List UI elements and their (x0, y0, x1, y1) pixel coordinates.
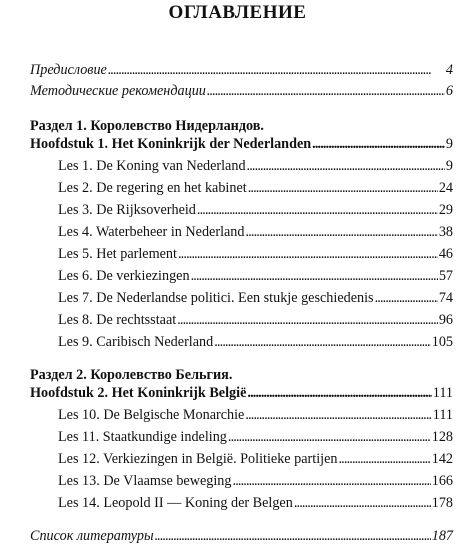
toc-chapter-entry[interactable] (0, 383, 475, 403)
toc-entry-label: Les 4. Waterbeheer in Nederland (58, 224, 245, 240)
toc-entry-label: Les 6. De verkiezingen (58, 268, 190, 284)
dot-leader (338, 449, 430, 469)
toc-page-number: 57 (438, 268, 453, 284)
dot-leader (375, 288, 438, 308)
toc-page-number: 9 (445, 136, 453, 152)
dot-leader (247, 156, 445, 176)
dot-leader (312, 134, 445, 154)
toc-entry-label: Les 5. Het parlement (58, 246, 177, 262)
dot-leader (177, 310, 438, 330)
dot-leader (294, 493, 431, 513)
toc-entry-label: Les 11. Staatkundige indeling (58, 429, 227, 445)
toc-page-number: 178 (431, 495, 453, 511)
toc-entry-label: Les 2. De regering en het kabinet (58, 180, 247, 196)
dot-leader (246, 222, 438, 242)
toc-page-number: 96 (438, 312, 453, 328)
toc-entry-label: Les 9. Caribisch Nederland (58, 334, 214, 350)
toc-page-number: 6 (445, 83, 453, 99)
toc-lesson-entry[interactable] (0, 332, 475, 352)
dot-leader (108, 60, 445, 80)
toc-entry-label: Les 14. Leopold II — Koning der Belgen (58, 495, 293, 511)
toc-entry-label: Методические рекомендации (30, 83, 206, 99)
toc-page-number: 4 (445, 62, 453, 78)
toc-entry-bibliography[interactable] (0, 526, 475, 546)
toc-entry-label: Hoofdstuk 1. Het Koninkrijk der Nederlanden (30, 136, 312, 152)
toc-lesson-entry[interactable] (0, 178, 475, 198)
toc-lesson-entry[interactable] (0, 449, 475, 469)
dot-leader (197, 200, 438, 220)
dot-leader (248, 178, 438, 198)
toc-page-number: 38 (438, 224, 453, 240)
toc-lesson-entry[interactable] (0, 288, 475, 308)
toc-entry-label: Les 12. Verkiezingen in België. Politieke partijen (58, 451, 338, 467)
toc-page-number: 111 (432, 407, 453, 423)
toc-page-number: 74 (438, 290, 453, 306)
toc-lesson-entry[interactable] (0, 405, 475, 425)
toc-entry-label: Les 3. De Rijksoverheid (58, 202, 196, 218)
toc-page-number: 166 (431, 473, 453, 489)
toc-lesson-entry[interactable] (0, 222, 475, 242)
toc-page-number: 142 (431, 451, 453, 467)
toc-entry-label: Предисловие (30, 62, 107, 78)
toc-entry-label: Список литературы (30, 528, 154, 544)
dot-leader (178, 244, 438, 264)
toc-entry-label: Les 13. De Vlaamse beweging (58, 473, 232, 489)
dot-leader (207, 81, 445, 101)
toc-entry-label: Hoofdstuk 2. Het Koninkrijk België (30, 385, 247, 401)
toc-page-number: 105 (431, 334, 453, 350)
toc-page-number: 46 (438, 246, 453, 262)
toc-entry-label: Les 1. De Koning van Nederland (58, 158, 246, 174)
toc-chapter-entry[interactable] (0, 134, 475, 154)
toc-page-number: 128 (431, 429, 453, 445)
toc-lesson-entry[interactable] (0, 156, 475, 176)
toc-entry-guidelines[interactable] (0, 81, 475, 101)
toc-page-number: 24 (438, 180, 453, 196)
toc-entry-label: Les 10. De Belgische Monarchie (58, 407, 245, 423)
toc-page-number: 187 (431, 528, 453, 544)
toc-page-number: 29 (438, 202, 453, 218)
dot-leader (214, 332, 430, 352)
dot-leader (245, 405, 431, 425)
toc-lesson-entry[interactable] (0, 200, 475, 220)
toc-page-number: 9 (445, 158, 453, 174)
toc-lesson-entry[interactable] (0, 266, 475, 286)
dot-leader (155, 526, 431, 546)
section-heading: Раздел 2. Королевство Бельгия. (30, 367, 233, 383)
dot-leader (228, 427, 431, 447)
section-heading: Раздел 1. Королевство Нидерландов. (30, 118, 264, 134)
toc-entry-preface[interactable] (0, 60, 475, 80)
dot-leader (233, 471, 431, 491)
dot-leader (247, 383, 431, 403)
toc-lesson-entry[interactable] (0, 427, 475, 447)
toc-entry-label: Les 8. De rechtsstaat (58, 312, 177, 328)
toc-lesson-entry[interactable] (0, 471, 475, 491)
toc-lesson-entry[interactable] (0, 244, 475, 264)
toc-entry-label: Les 7. De Nederlandse politici. Een stukje geschiedenis (58, 290, 374, 306)
toc-page-number: 111 (432, 385, 453, 401)
toc-lesson-entry[interactable] (0, 310, 475, 330)
dot-leader (191, 266, 438, 286)
toc-lesson-entry[interactable] (0, 493, 475, 513)
page-title: ОГЛАВЛЕНИЕ (168, 2, 307, 23)
